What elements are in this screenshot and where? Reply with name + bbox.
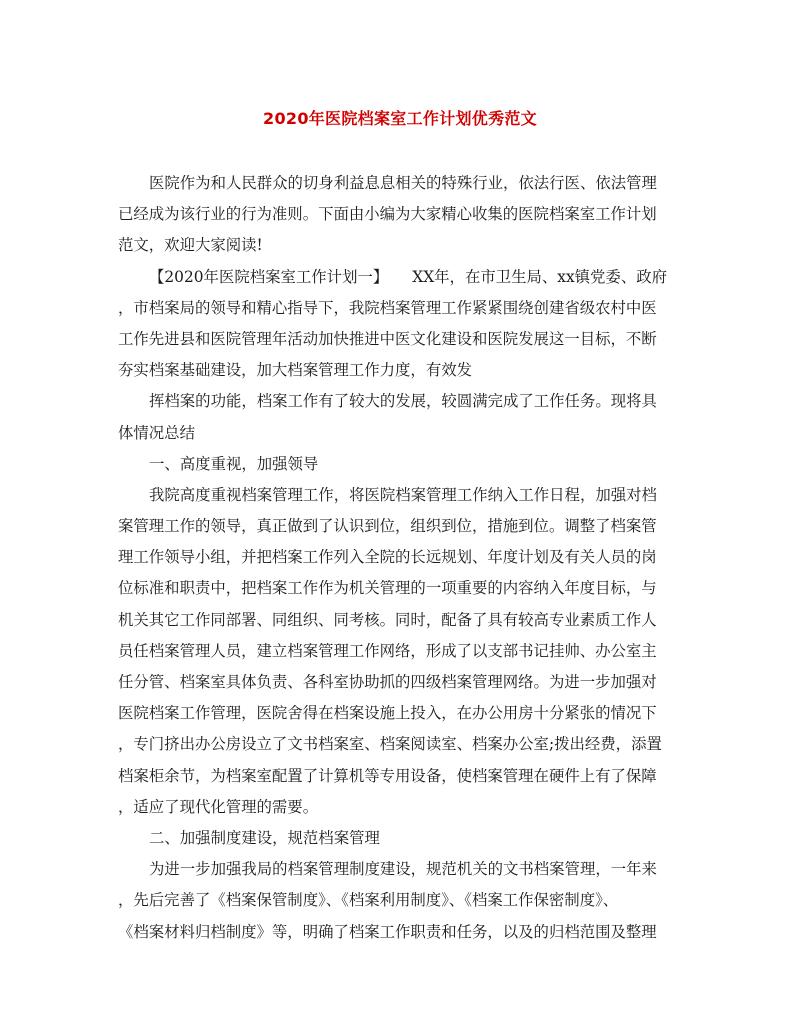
body-line: 任分管、档案室具体负责、各科室协助抓的四级档案管理网络。为进一步加强对 xyxy=(118,673,657,691)
document-title: 2020年医院档案室工作计划优秀范文 xyxy=(263,109,537,128)
body-line: 已经成为该行业的行为准则。下面由小编为大家精心收集的医院档案室工作计划 xyxy=(118,205,657,224)
body-line: ，专门挤出办公房设立了文书档案室、档案阅读室、档案办公室;拨出经费，添置 xyxy=(118,735,662,754)
body-line: 体情况总结 xyxy=(118,423,195,442)
body-line: 档案柜余节，为档案室配置了计算机等专用设备，使档案管理在硬件上有了保障 xyxy=(118,766,657,785)
body-line: 《档案材料归档制度》等，明确了档案工作职责和任务，以及的归档范围及整理 xyxy=(118,922,657,941)
body-line: 挥档案的功能，档案工作有了较大的发展，较圆满完成了工作任务。现将具 xyxy=(149,392,657,411)
body-line: 医院档案工作管理，医院舍得在档案设施上投入，在办公用房十分紧张的情况下 xyxy=(118,704,657,723)
body-line: 案管理工作的领导，真正做到了认识到位，组织到位，措施到位。调整了档案管 xyxy=(118,517,657,536)
body-line: 为进一步加强我局的档案管理制度建设，规范机关的文书档案管理，一年来 xyxy=(149,860,657,879)
section-heading: 【2020年医院档案室工作计划一】 xyxy=(149,267,389,286)
body-line: ，市档案局的领导和精心指导下，我院档案管理工作紧紧围绕创建省级农村中医 xyxy=(118,298,657,317)
body-line-segment: XX年，在市卫生局、xx镇党委、政府 xyxy=(412,267,667,286)
body-line: ，先后完善了《档案保管制度》、《档案利用制度》、《档案工作保密制度》、 xyxy=(118,891,619,910)
body-line: ，适应了现代化管理的需要。 xyxy=(118,797,319,816)
body-line: 机关其它工作同部署、同组织、同考核。同时，配备了具有较高专业素质工作人 xyxy=(118,610,657,629)
body-line: 工作先进县和医院管理年活动加快推进中医文化建设和医院发展这一目标，不断 xyxy=(118,329,657,348)
document-body xyxy=(118,168,678,948)
body-line: 我院高度重视档案管理工作，将医院档案管理工作纳入工作日程，加强对档 xyxy=(149,485,657,504)
body-line: 员任档案管理人员，建立档案管理工作网络，形成了以支部书记挂帅、办公室主 xyxy=(118,641,657,660)
section-heading: 二、加强制度建设，规范档案管理 xyxy=(149,828,380,847)
section-heading: 一、高度重视，加强领导 xyxy=(149,454,319,473)
body-line: 夯实档案基础建设，加大档案管理工作力度，有效发 xyxy=(118,361,472,380)
body-line xyxy=(118,262,678,293)
body-line: 医院作为和人民群众的切身利益息息相关的特殊行业，依法行医、依法管理 xyxy=(149,174,657,192)
body-line: 位标准和职责中，把档案工作作为机关管理的一项重要的内容纳入年度目标，与 xyxy=(118,579,657,598)
body-line: 理工作领导小组，并把档案工作列入全院的长远规划、年度计划及有关人员的岗 xyxy=(118,548,657,567)
body-line: 范文，欢迎大家阅读! xyxy=(118,236,263,255)
